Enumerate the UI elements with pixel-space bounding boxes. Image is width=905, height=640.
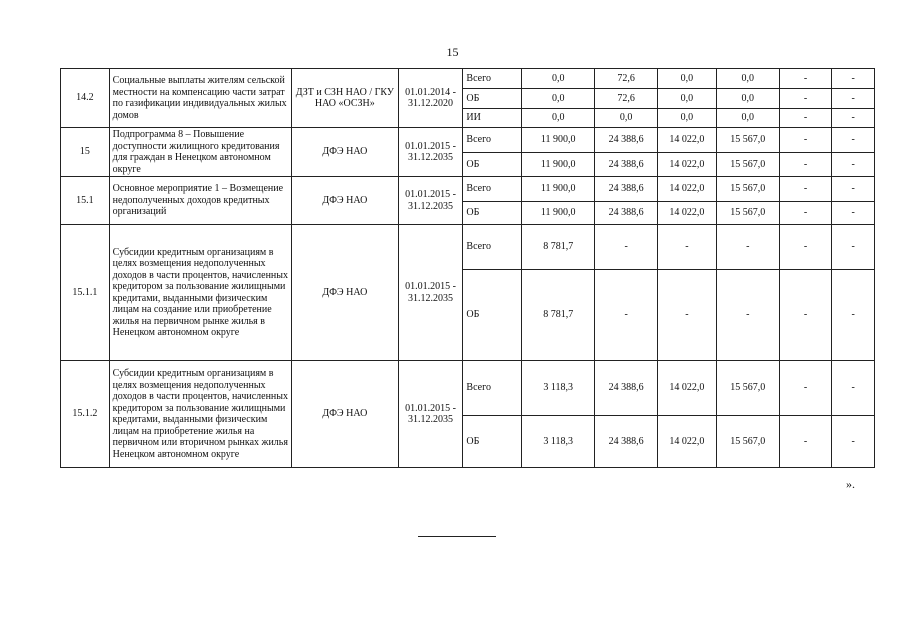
funding-value: - [716,225,779,270]
funding-value: - [779,89,832,109]
funding-source: Всего [463,177,522,202]
funding-value: - [595,225,658,270]
funding-value: 15 567,0 [716,177,779,202]
funding-value: 0,0 [595,109,658,128]
funding-value: 24 388,6 [595,361,658,416]
funding-value: 15 567,0 [716,416,779,468]
funding-value: - [716,270,779,361]
implementation-period: 01.01.2015 - 31.12.2035 [398,225,463,361]
implementation-period: 01.01.2014 - 31.12.2020 [398,69,463,128]
funding-value: - [832,177,875,202]
executor: ДФЭ НАО [292,225,398,361]
funding-value: 15 567,0 [716,153,779,177]
funding-value: 0,0 [716,69,779,89]
funding-value: 0,0 [522,89,595,109]
funding-value: 14 022,0 [658,416,717,468]
executor: ДЗТ и СЗН НАО / ГКУ НАО «ОСЗН» [292,69,398,128]
row-number: 15.1 [61,177,110,225]
executor: ДФЭ НАО [292,361,398,468]
funding-value: 24 388,6 [595,202,658,225]
funding-value: - [832,270,875,361]
funding-value: - [779,270,832,361]
closing-quote: ». [846,477,855,491]
funding-value: 0,0 [522,69,595,89]
funding-value: - [832,69,875,89]
funding-value: 24 388,6 [595,128,658,153]
funding-value: 3 118,3 [522,416,595,468]
funding-value: 24 388,6 [595,416,658,468]
funding-value: 0,0 [658,69,717,89]
funding-value: - [832,361,875,416]
funding-value: 15 567,0 [716,128,779,153]
funding-value: 14 022,0 [658,153,717,177]
funding-source: ИИ [463,109,522,128]
funding-value: 0,0 [658,109,717,128]
funding-value: - [832,153,875,177]
funding-source: ОБ [463,153,522,177]
executor: ДФЭ НАО [292,177,398,225]
activity-name: Субсидии кредитным организациям в целях возмещения недополученных доходов в части процентов, начисленных кредитором за пользование жилищными кредитами, выданными физическим лицам на приобретение жилья на первичном или вторичном рынках жилья Ненецком автономном округе [109,361,291,468]
table-row [61,225,875,270]
funding-value: 72,6 [595,69,658,89]
activity-name: Субсидии кредитным организациям в целях возмещения недополученных доходов в части процентов, начисленных кредитором за пользование жилищными кредитами, выданными физическим лицам на создание или приобретение жилья на первичном рынке жилья в Ненецком автономном округе [109,225,291,361]
funding-value: 0,0 [658,89,717,109]
table-body [61,69,875,468]
funding-value: - [779,225,832,270]
row-number: 15.1.2 [61,361,110,468]
funding-value: - [832,225,875,270]
funding-value: 24 388,6 [595,177,658,202]
activity-name: Подпрограмма 8 – Повышение доступности жилищного кредитования для граждан в Ненецком автономном округе [109,128,291,177]
funding-value: - [779,416,832,468]
funding-value: 0,0 [522,109,595,128]
funding-source: Всего [463,69,522,89]
implementation-period: 01.01.2015 - 31.12.2035 [398,128,463,177]
budget-table [60,68,875,468]
table-row [61,128,875,153]
funding-value: - [779,128,832,153]
table-row [61,177,875,202]
table-row [61,69,875,89]
funding-value: - [832,89,875,109]
funding-source: Всего [463,128,522,153]
funding-value: 14 022,0 [658,361,717,416]
implementation-period: 01.01.2015 - 31.12.2035 [398,361,463,468]
funding-source: ОБ [463,202,522,225]
funding-value: - [832,416,875,468]
funding-value: - [779,69,832,89]
funding-value: 15 567,0 [716,361,779,416]
funding-value: 14 022,0 [658,177,717,202]
funding-value: - [832,128,875,153]
funding-value: 0,0 [716,109,779,128]
funding-source: ОБ [463,89,522,109]
funding-value: - [779,109,832,128]
page-number: 15 [446,45,459,59]
funding-value: - [779,177,832,202]
funding-value: 8 781,7 [522,270,595,361]
activity-name: Основное мероприятие 1 – Возмещение недополученных доходов кредитных организаций [109,177,291,225]
funding-value: 0,0 [716,89,779,109]
funding-value: 24 388,6 [595,153,658,177]
funding-source: Всего [463,225,522,270]
funding-value: - [658,270,717,361]
funding-value: - [779,153,832,177]
funding-value: 15 567,0 [716,202,779,225]
funding-value: - [832,109,875,128]
footnote-separator-line [418,536,496,537]
funding-value: 14 022,0 [658,128,717,153]
table-row [61,361,875,416]
implementation-period: 01.01.2015 - 31.12.2035 [398,177,463,225]
funding-value: - [832,202,875,225]
funding-value: 3 118,3 [522,361,595,416]
funding-value: 14 022,0 [658,202,717,225]
funding-value: - [779,361,832,416]
funding-value: 8 781,7 [522,225,595,270]
funding-value: - [595,270,658,361]
executor: ДФЭ НАО [292,128,398,177]
funding-source: ОБ [463,270,522,361]
funding-value: 11 900,0 [522,177,595,202]
funding-value: 11 900,0 [522,153,595,177]
funding-source: ОБ [463,416,522,468]
row-number: 14.2 [61,69,110,128]
row-number: 15 [61,128,110,177]
funding-value: - [658,225,717,270]
funding-value: 72,6 [595,89,658,109]
funding-source: Всего [463,361,522,416]
funding-value: 11 900,0 [522,128,595,153]
funding-value: 11 900,0 [522,202,595,225]
activity-name: Социальные выплаты жителям сельской местности на компенсацию части затрат по газификации индивидуальных жилых домов [109,69,291,128]
row-number: 15.1.1 [61,225,110,361]
funding-value: - [779,202,832,225]
